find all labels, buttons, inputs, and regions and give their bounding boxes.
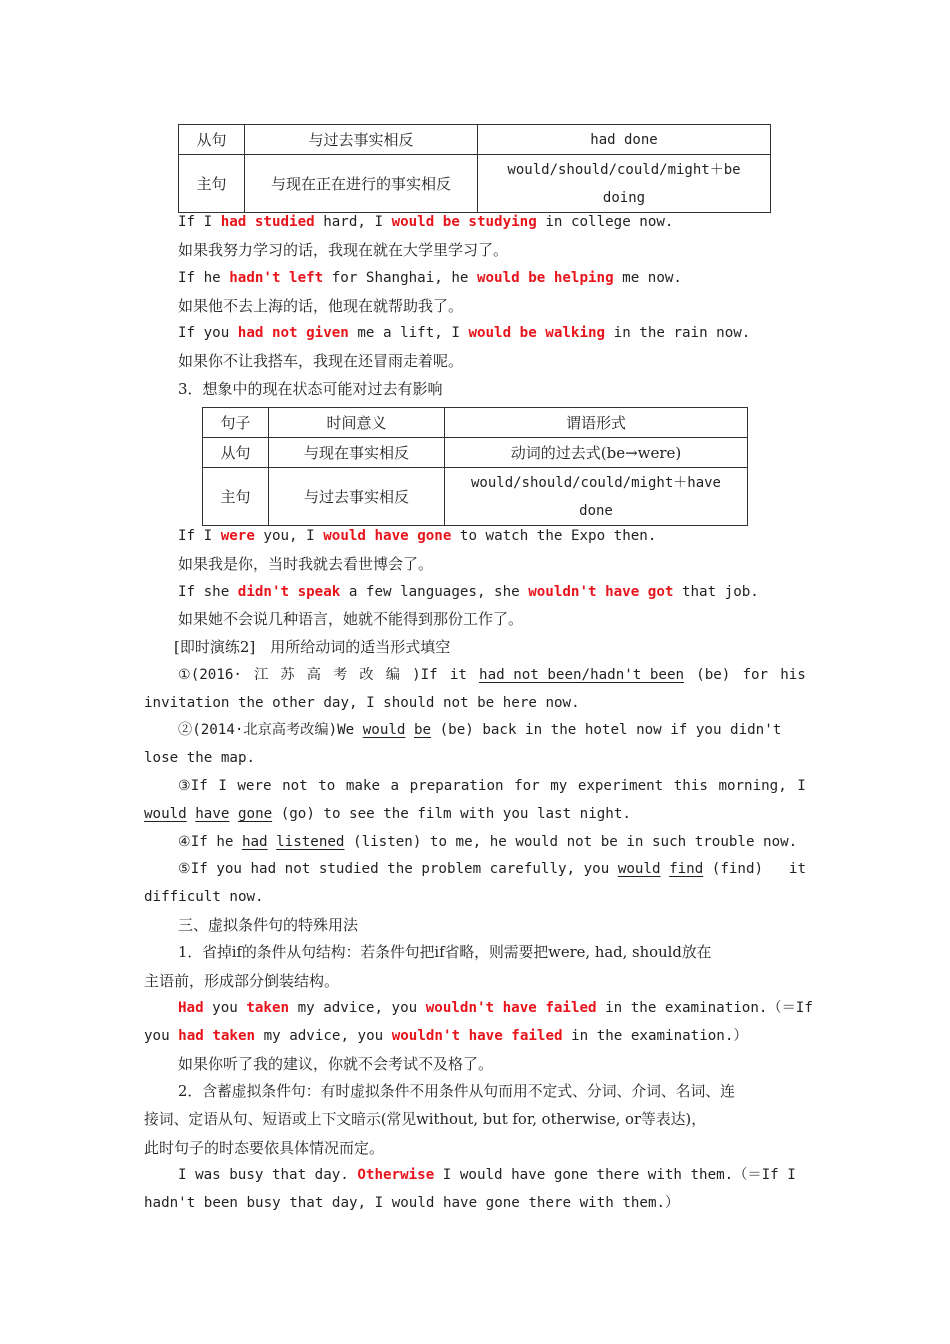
table-cell-line: done (579, 502, 613, 519)
exercise-line: ③If I were not to make a preparation for my experiment this morning, I (178, 778, 806, 794)
answer-blank: had not been/hadn't been (479, 667, 685, 683)
table-cell: 与现在事实相反 (269, 438, 445, 468)
answer-blank: had (241, 834, 268, 850)
answer-blank: would (144, 806, 187, 822)
exercise-line: ④If he had listened (listen) to me, he would not be in such trouble now. (178, 834, 798, 850)
paragraph-line: 2．含蓄虚拟条件句：有时虚拟条件不用条件从句而用不定式、分词、介词、名词、连 (178, 1083, 735, 1100)
paragraph-line: 接词、定语从句、短语或上下文暗示(常见without, but for, otherwise, or等表达)， (144, 1111, 706, 1128)
table-cell: 动词的过去式(be→were) (445, 438, 748, 468)
conditional-table-past (178, 124, 771, 213)
table-header-cell: 谓语形式 (445, 408, 748, 438)
table-row (203, 438, 748, 468)
example-sentence: If I were you, I would have gone to watch the Expo then. (178, 528, 657, 544)
conditional-table-mixed (202, 407, 748, 526)
answer-blank: have (195, 806, 230, 822)
table-header-row (203, 408, 748, 438)
table-cell: 从句 (179, 125, 245, 155)
answer-blank: listened (276, 834, 345, 850)
answer-blank: find (669, 861, 704, 877)
exercise-line: ⑤If you had not studied the problem carefully, you would find (find) it (178, 861, 806, 877)
table-cell (445, 468, 748, 526)
example-sentence: I was busy that day. Otherwise I would have gone there with them.（＝If I (178, 1167, 796, 1183)
section-heading: 3．想象中的现在状态可能对过去有影响 (178, 380, 443, 398)
table-header-cell: 句子 (203, 408, 269, 438)
example-translation: 如果他不去上海的话，他现在就帮助我了。 (178, 297, 464, 315)
example-translation: 如果她不会说几种语言，她就不能得到那份工作了。 (178, 610, 524, 628)
example-translation: 如果你听了我的建议，你就不会考试不及格了。 (178, 1055, 494, 1073)
example-translation: 如果我努力学习的话，我现在就在大学里学习了。 (178, 241, 509, 259)
table-cell: 主句 (203, 468, 269, 526)
table-cell: 与过去事实相反 (269, 468, 445, 526)
table-header-cell: 时间意义 (269, 408, 445, 438)
section-heading: 三、虚拟条件句的特殊用法 (178, 916, 359, 934)
table-cell-line: would/should/could/might＋have (470, 474, 721, 491)
example-sentence: hadn't been busy that day, I would have gone there with them.） (144, 1195, 680, 1211)
table-cell: 主句 (179, 155, 245, 213)
table-cell-line: doing (602, 189, 646, 206)
example-sentence: If you had not given me a lift, I would be walking in the rain now. (178, 325, 751, 341)
exercise-line: would have gone (go) to see the film with you last night. (144, 806, 631, 822)
answer-blank: gone (237, 806, 273, 822)
example-translation: 如果我是你，当时我就去看世博会了。 (178, 555, 434, 573)
exercise-line: ①(2016· 江 苏 高 考 改 编 )If it had not been/hadn't been (be) for his (178, 667, 806, 683)
table-cell: 与现在正在进行的事实相反 (245, 155, 478, 213)
example-translation: 如果你不让我搭车，我现在还冒雨走着呢。 (178, 352, 464, 370)
exercise-line: ②(2014·北京高考改编)We would be (be) back in the hotel now if you didn't (178, 722, 782, 738)
paragraph-line: 主语前，形成部分倒装结构。 (144, 972, 340, 990)
answer-blank: would (362, 722, 406, 738)
answer-blank: be (414, 722, 432, 738)
table-cell-line: would/should/could/might＋be (507, 161, 741, 178)
example-sentence: If he hadn't left for Shanghai, he would be helping me now. (178, 270, 682, 286)
exercise-line: difficult now. (144, 889, 264, 905)
exercise-line: invitation the other day, I should not be here now. (144, 695, 580, 711)
paragraph-line: 此时句子的时态要依具体情况而定。 (144, 1139, 385, 1157)
exercise-line: lose the map. (144, 750, 256, 766)
paragraph-line: 1．省掉if的条件从句结构：若条件句把if省略，则需要把were, had, should放在 (178, 944, 712, 961)
table-row (179, 125, 771, 155)
example-sentence: If I had studied hard, I would be studying in college now. (178, 214, 674, 230)
table-cell: had done (478, 125, 771, 155)
example-sentence: Had you taken my advice, you wouldn't have failed in the examination.（＝If (178, 1000, 813, 1016)
table-row (179, 155, 771, 213)
practice-title: [即时演练2] 用所给动词的适当形式填空 (174, 638, 451, 656)
answer-blank: would (617, 861, 661, 877)
example-sentence: If she didn't speak a few languages, she wouldn't have got that job. (178, 584, 759, 600)
table-cell: 从句 (203, 438, 269, 468)
table-row (203, 468, 748, 526)
table-cell: 与过去事实相反 (245, 125, 478, 155)
example-sentence: you had taken my advice, you wouldn't have failed in the examination.） (144, 1028, 748, 1044)
table-cell (478, 155, 771, 213)
